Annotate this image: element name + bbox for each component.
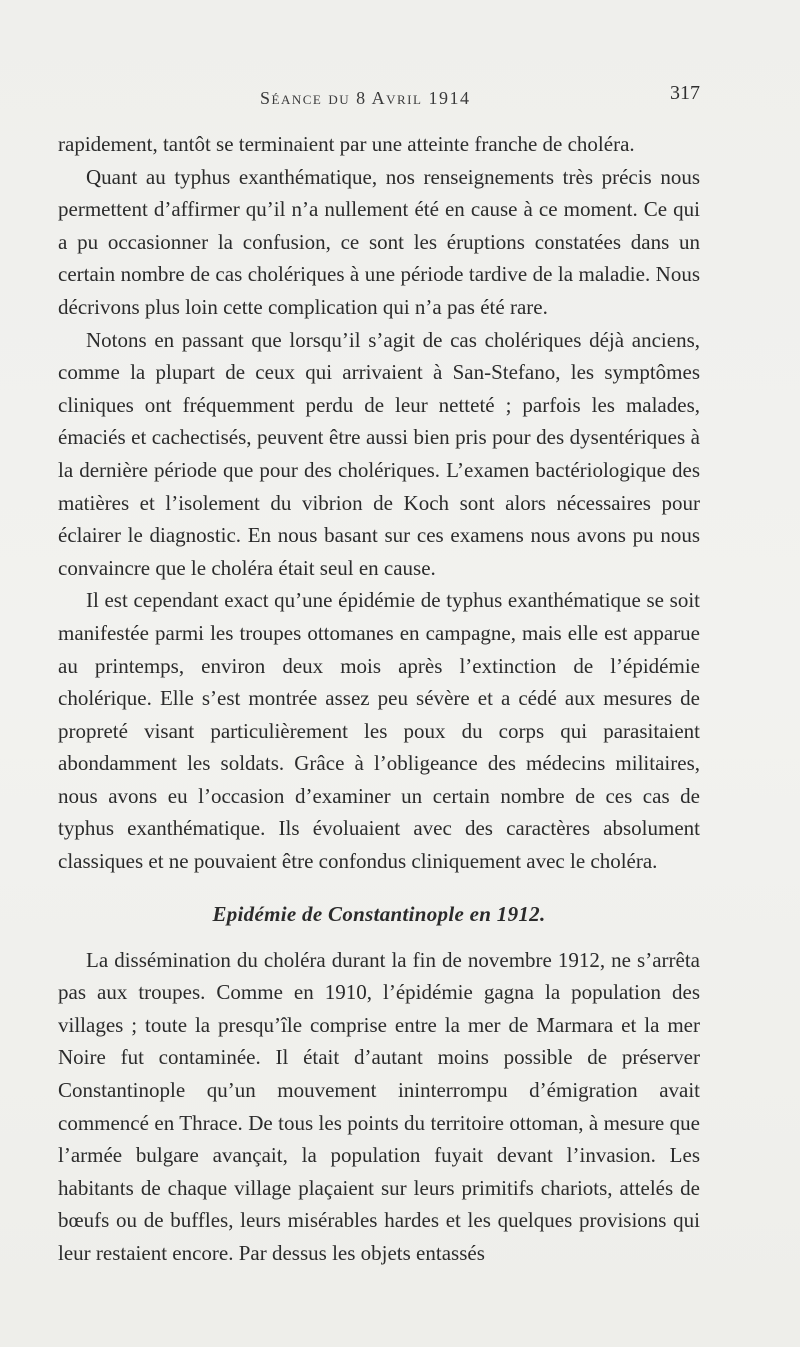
page-header <box>260 82 720 112</box>
paragraph: rapidement, tantôt se terminaient par une atteinte franche de choléra. <box>58 132 635 156</box>
paragraph: Il est cependant exact qu’une épidémie de typhus exanthématique se soit manifestée parmi les troupes ottomanes en campagne, mais elle est apparue au printemps, environ deux mois après l’extinction de l’épidémie cholérique. Elle s’est montrée assez peu sévère et a cédé aux mesures de propreté visant particulièrement les poux du corps qui parasitaient abondamment les soldats. Grâce à l’obligeance des médecins militaires, nous avons eu l’occasion d’examiner un certain nombre de ces cas de typhus exanthématique. Ils évoluaient avec des caractères absolument classiques et ne pouvaient être confondus cliniquement avec le choléra. <box>58 588 700 874</box>
running-head: Séance du 8 Avril 1914 <box>260 88 471 108</box>
page-number: 317 <box>670 82 700 104</box>
body-text <box>58 128 700 1270</box>
section-title: Epidémie de Constantinople en 1912. <box>212 901 546 926</box>
paragraph: Notons en passant que lorsqu’il s’agit de cas cholériques déjà anciens, comme la plupart de ceux qui arrivaient à San-Stefano, les symptômes cliniques ont fréquemment perdu de leur netteté ; parfois les malades, émaciés et cachectisés, peuvent être aussi bien pris pour des dysentériques à la dernière période que pour des cholériques. L’examen bactériologique des matières et l’isolement du vibrion de Koch sont alors nécessaires pour éclairer le diagnostic. En nous basant sur ces examens nous avons pu nous convaincre que le choléra était seul en cause. <box>58 327 700 580</box>
paragraph: Quant au typhus exanthématique, nos renseignements très précis nous permettent d’affirmer qu’il n’a nullement été en cause à ce moment. Ce qui a pu occasionner la confusion, ce sont les éruptions constatées dans un certain nombre de cas cholériques à une période tardive de la maladie. Nous décrivons plus loin cette complication qui n’a pas été rare. <box>58 164 700 319</box>
paragraph: La dissémination du choléra durant la fin de novembre 1912, ne s’arrêta pas aux troupes. Comme en 1910, l’épidémie gagna la population des villages ; toute la presqu’île comprise entre la mer de Marmara et la mer Noire fut contaminée. Il était d’autant moins possible de préserver Constantinople qu’un mouvement ininterrompu d’émigration avait commencé en Thrace. De tous les points du territoire ottoman, à mesure que l’armée bulgare avançait, la population fuyait devant l’invasion. Les habitants de chaque village plaçaient sur leurs primitifs chariots, attelés de bœufs ou de buffles, leurs misérables hardes et les quelques provisions qui leur restaient encore. Par dessus les objets entassés <box>58 947 700 1265</box>
